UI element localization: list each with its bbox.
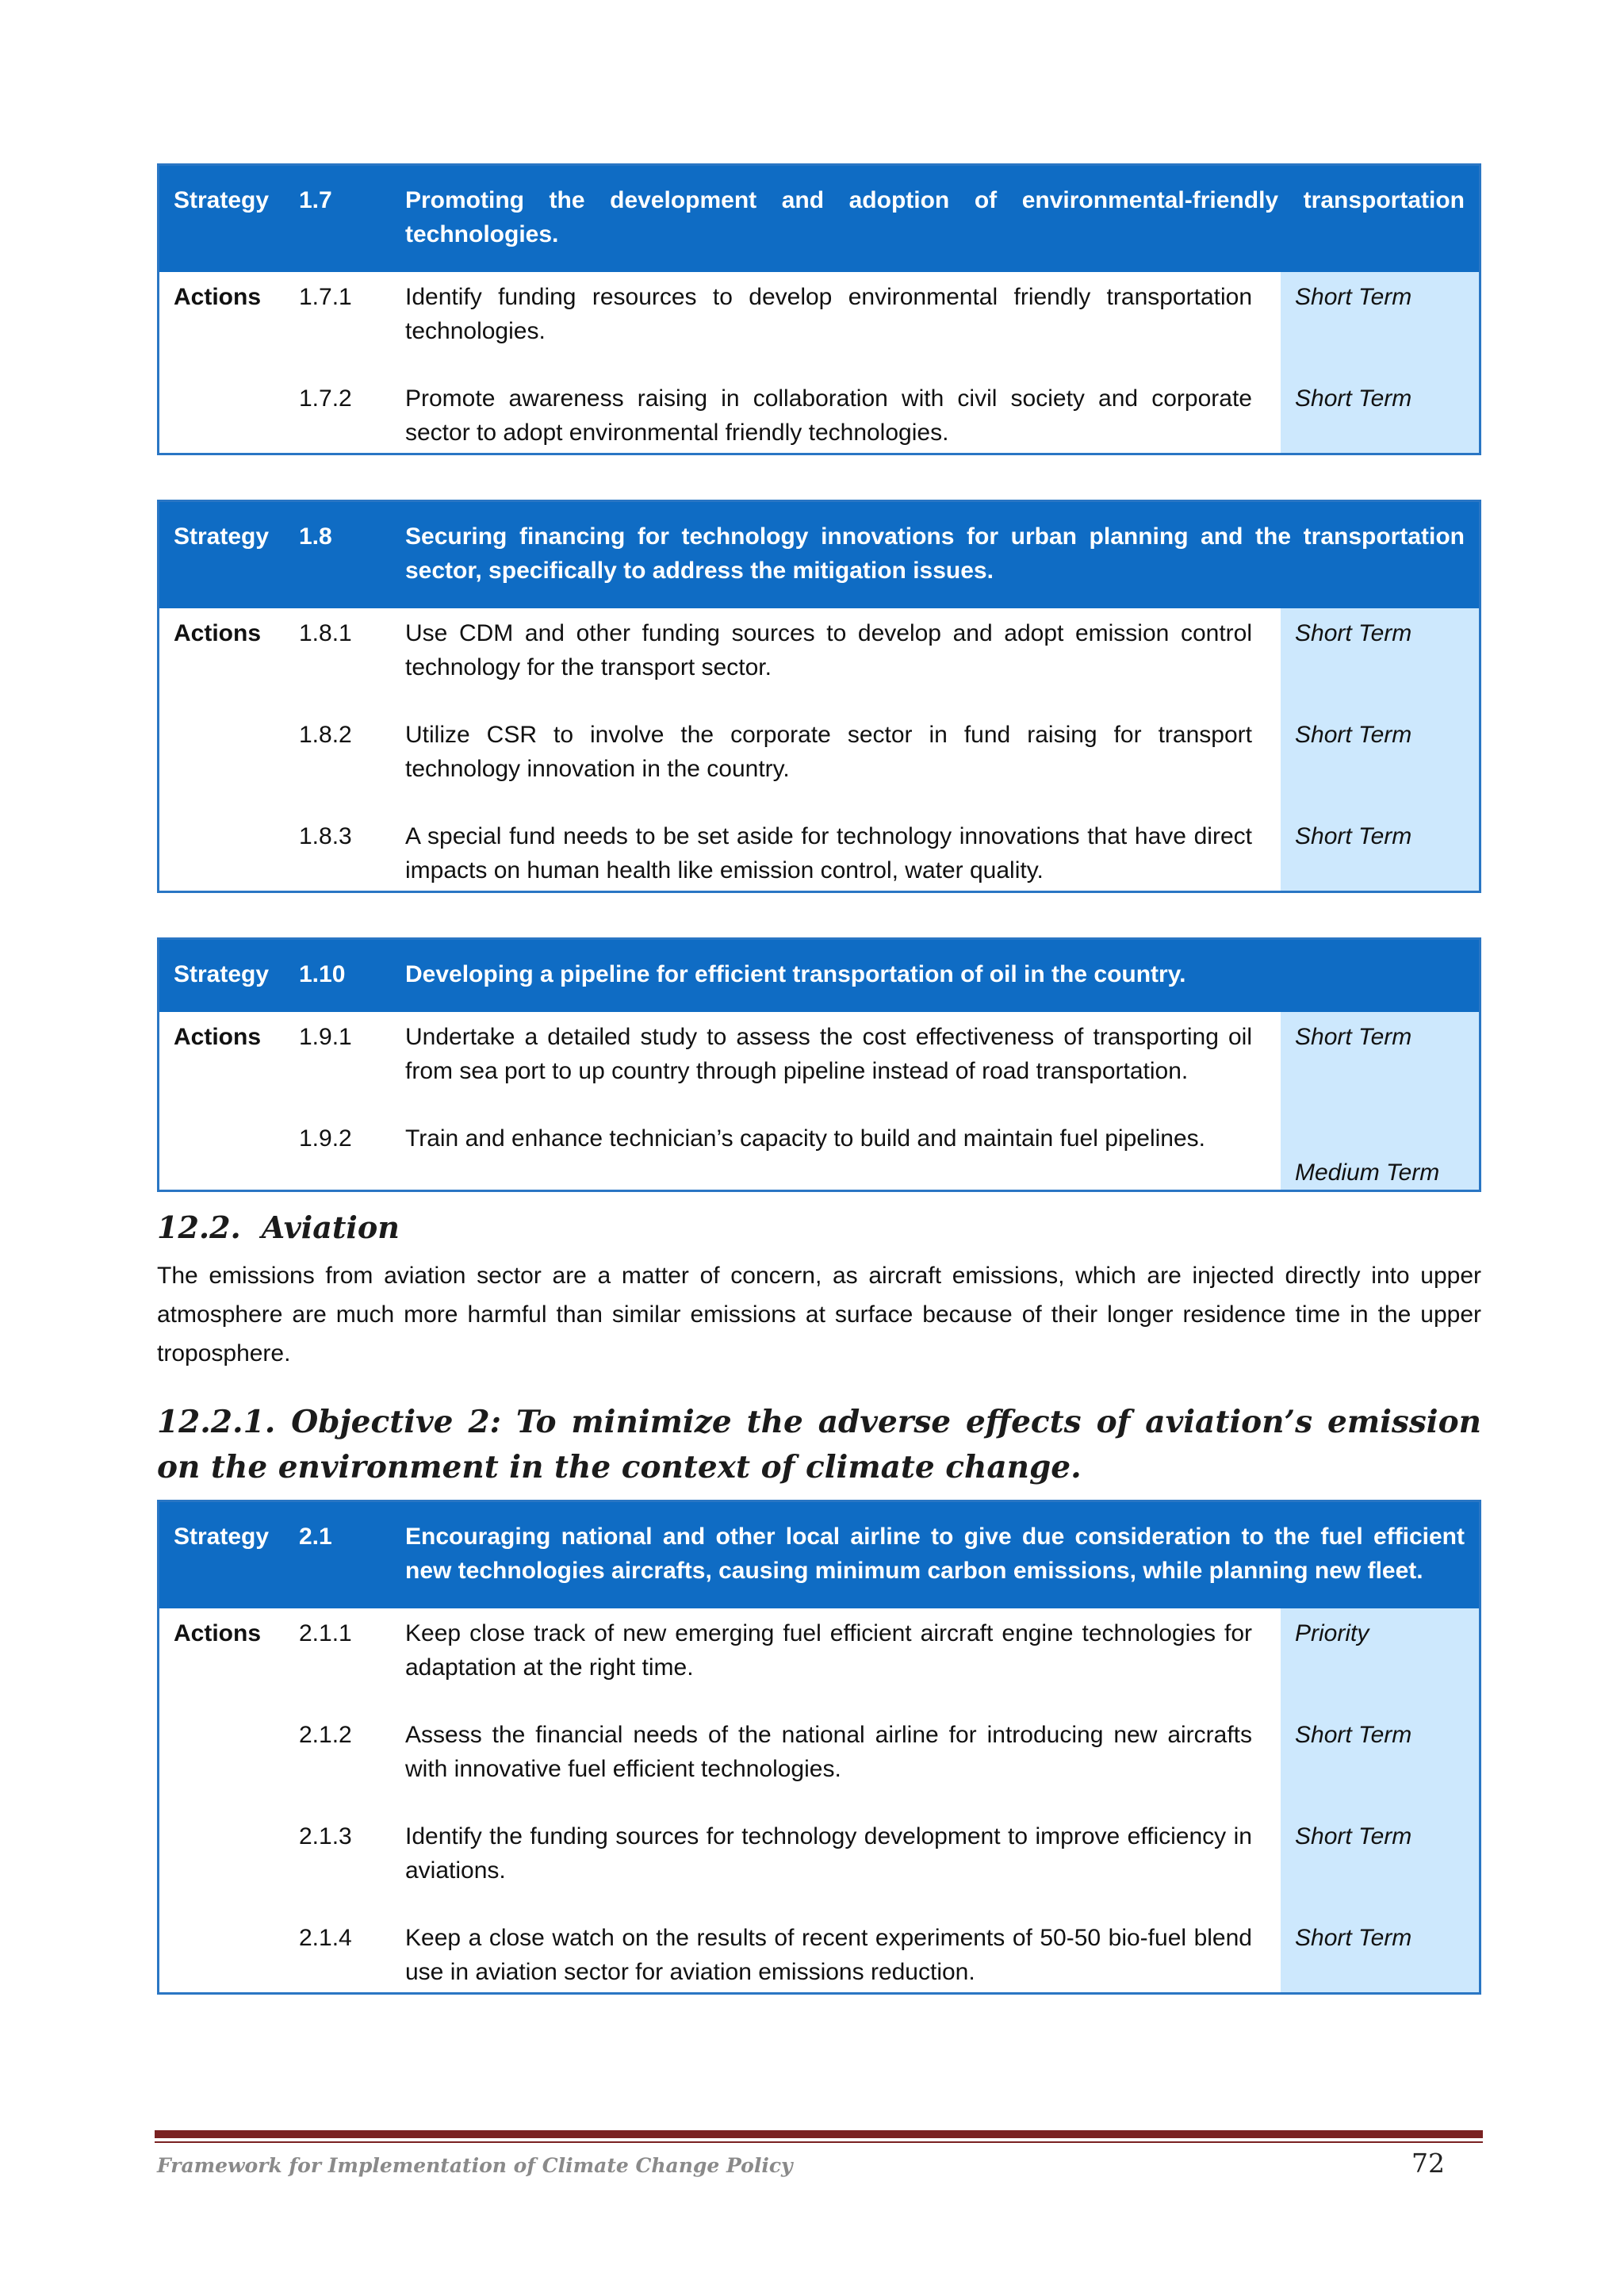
action-number: 2.1.2 [299,1722,352,1748]
action-term: Short Term [1295,722,1412,748]
section-title: Aviation [261,1209,400,1245]
action-term: Short Term [1295,1722,1412,1748]
action-row [174,811,1266,887]
action-text: Keep close track of new emerging fuel efficient aircraft engine technologies for adaptation at the right time. [405,1620,1252,1681]
action-text: Identify funding resources to develop environmental friendly transportation technologies. [405,284,1252,344]
action-term: Short Term [1295,385,1412,412]
action-row [174,1012,1266,1114]
action-text: Identify the funding sources for technology development to improve efficiency in aviations. [405,1823,1252,1884]
action-text: A special fund needs to be set aside for technology innovations that have direct impacts on human health like emission control, water quality. [405,823,1252,884]
section-heading [157,1209,1481,1245]
action-row [174,1710,1266,1811]
page-number: 72 [1411,2148,1445,2179]
actions-label: Actions [174,620,262,646]
action-term: Medium Term [1295,1159,1440,1186]
strategy-text: Promoting the development and adoption of environmental-friendly transportation technologies. [405,187,1465,247]
action-number: 2.1.1 [299,1620,352,1646]
strategy-header [159,1502,1479,1608]
action-term: Short Term [1295,620,1412,646]
strategy-table [157,1500,1481,1995]
strategy-header [159,166,1479,272]
section-number: 12.2. [157,1209,241,1245]
action-term: Short Term [1295,1823,1412,1849]
section-paragraph: The emissions from aviation sector are a matter of concern, as aircraft emissions, which are injected directly into upper atmosphere are much more harmful than similar emissions at surface because of their longer residence time in the upper troposphere. [157,1263,1481,1366]
action-row [174,1114,1266,1178]
action-term: Short Term [1295,823,1412,849]
subsection-number: 12.2.1. [157,1404,276,1440]
actions-label: Actions [174,1024,262,1050]
action-number: 1.9.1 [299,1024,352,1050]
strategy-label: Strategy [174,187,270,213]
strategy-text: Encouraging national and other local airline to give due consideration to the fuel efficient new technologies aircrafts, causing minimum carbon emissions, while planning new fleet. [405,1524,1465,1584]
actions-label: Actions [174,1620,262,1646]
actions-block [159,608,1479,891]
action-number: 2.1.4 [299,1925,352,1951]
action-number: 1.8.3 [299,823,352,849]
strategy-text: Securing financing for technology innovations for urban planning and the transportation sector, specifically to address the mitigation issues. [405,523,1465,584]
action-text: Assess the financial needs of the national airline for introducing new aircrafts with innovative fuel efficient technologies. [405,1722,1252,1782]
action-row [174,272,1266,374]
action-term: Short Term [1295,284,1412,310]
action-text: Promote awareness raising in collaboration with civil society and corporate sector to adopt environmental friendly technologies. [405,385,1252,446]
actions-block [159,1012,1479,1190]
action-number: 1.7.2 [299,385,352,412]
strategy-label: Strategy [174,961,270,987]
subsection-title: Objective 2: To minimize the adverse effects of aviation’s emission on the environment in the context of climate change. [157,1404,1481,1485]
term-column [1281,272,1479,453]
action-number: 1.9.2 [299,1125,352,1152]
strategy-table [157,500,1481,893]
strategy-number: 1.10 [299,961,346,987]
action-term: Short Term [1295,1925,1412,1951]
document-page [157,163,1481,2039]
action-row [174,710,1266,811]
term-column [1281,1012,1479,1190]
strategy-header [159,502,1479,608]
action-term: Short Term [1295,1024,1412,1050]
subsection-heading [157,1400,1481,1490]
actions-label: Actions [174,284,262,310]
action-row [174,374,1266,450]
actions-block [159,272,1479,453]
strategy-number: 2.1 [299,1524,332,1550]
action-number: 2.1.3 [299,1823,352,1849]
strategy-header [159,940,1479,1012]
strategy-number: 1.8 [299,523,332,550]
action-text: Utilize CSR to involve the corporate sector in fund raising for transport technology innovation in the country. [405,722,1252,782]
action-number: 1.8.2 [299,722,352,748]
term-column [1281,608,1479,891]
strategy-table [157,937,1481,1192]
action-text: Undertake a detailed study to assess the cost effectiveness of transporting oil from sea port to up country through pipeline instead of road transportation. [405,1024,1252,1084]
action-row [174,608,1266,710]
actions-block [159,1608,1479,1992]
strategy-label: Strategy [174,1524,270,1550]
footer-rule-thin [155,2141,1483,2143]
action-number: 1.7.1 [299,284,352,310]
footer-title: Framework for Implementation of Climate Change Policy [157,2154,793,2177]
action-text: Keep a close watch on the results of recent experiments of 50-50 bio-fuel blend use in aviation sector for aviation emissions reduction. [405,1925,1252,1985]
strategy-text: Developing a pipeline for efficient transportation of oil in the country. [405,961,1186,987]
action-text: Use CDM and other funding sources to develop and adopt emission control technology for the transport sector. [405,620,1252,680]
strategy-table [157,163,1481,455]
action-term: Priority [1295,1620,1369,1646]
footer-rule [155,2130,1483,2138]
action-row [174,1608,1266,1710]
strategy-number: 1.7 [299,187,332,213]
action-text: Train and enhance technician’s capacity to build and maintain fuel pipelines. [405,1125,1205,1152]
action-row [174,1811,1266,1913]
action-row [174,1913,1266,1989]
term-column [1281,1608,1479,1992]
action-number: 1.8.1 [299,620,352,646]
strategy-label: Strategy [174,523,270,550]
